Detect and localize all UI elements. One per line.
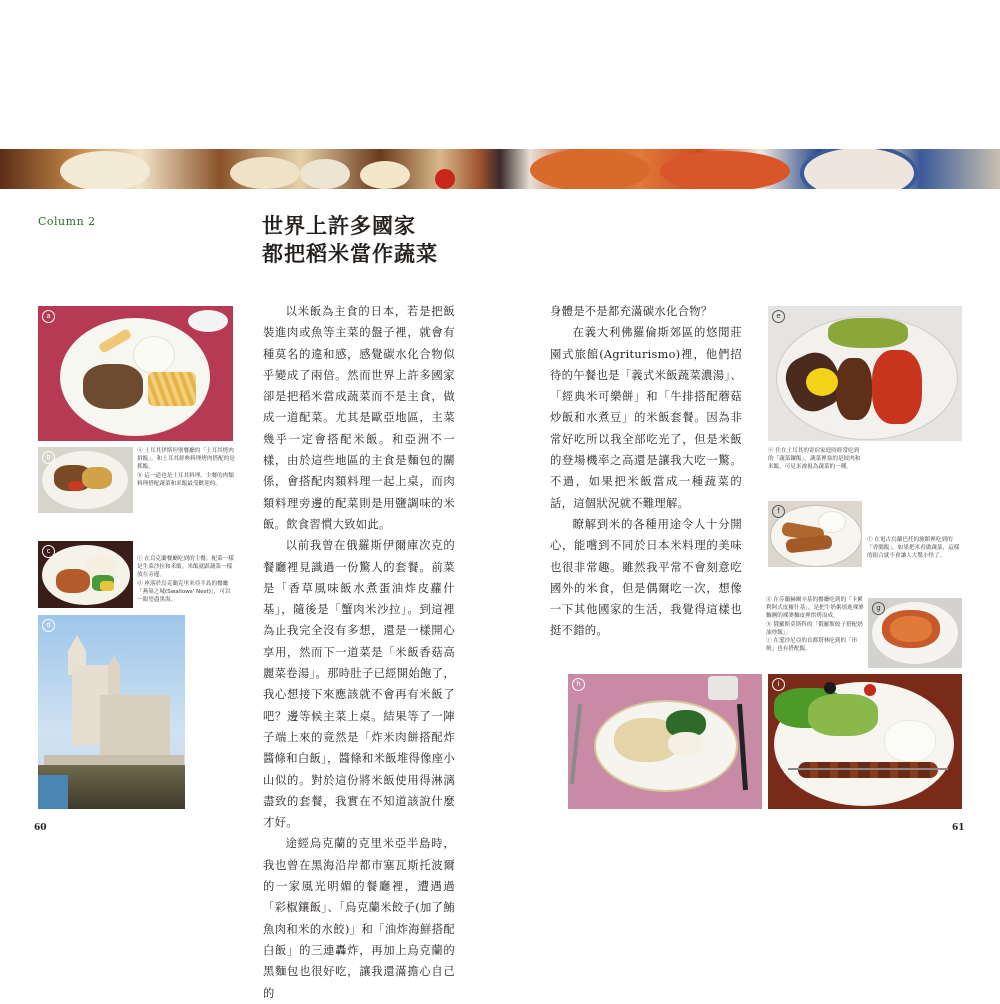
photo-b-turkish-meat-dish [38,447,133,513]
photo-tag-c: c [42,545,55,558]
caption-ghi [766,596,864,653]
left-paragraph-1: 以米飯為主食的日本，若是把飯裝進肉或魚等主菜的盤子裡，就會有種莫名的違和感，感覺碳水化合物似乎變成了兩倍。然而世界上許多國家卻是把稻米當成蔬菜而不是主食，做成一道配菜。尤其是歐亞地區，主菜幾乎一定會搭配米飯。和亞洲不一樣，由於這些地區的主食是麵包的關係，會搭配肉類料理一起上桌，而肉類料理旁邊的配菜則是用鹽調味的米飯。飲食習慣大致如此。 [263,305,455,531]
left-paragraph-3: 途經烏克蘭的克里米亞半島時，我也曾在黑海沿岸都市塞瓦斯托波爾的一家風光明媚的餐廳裡，遭遇過「彩椒鑲飯」、「烏克蘭米餃子(加了鮪魚肉和米的水餃)」和「油炸海鮮搭配白飯」的三連轟炸，再加上烏克蘭的黑麵包也很好吃，讓我還滿擔心自己的 [263,837,455,1000]
caption-h: ⓗ 俄羅斯莫斯科的「俄羅斯餃子搭配奶油炒飯」。 [766,621,863,636]
column-label: Column 2 [38,215,96,228]
photo-g-karelian-pie [868,598,962,668]
caption-c: ⓒ 在烏克蘭餐廳吃到的主餐。配菜一樣是生菜沙拉和米飯。米飯就跟蔬菜一樣放在旁邊。 [137,556,234,579]
caption-f-text: ⓕ 在電古烏蘭巴托的旅館裡吃到的「香腸飯」。如果把米看做蔬菜，這樣的組合就不會讓人大驚小怪了。 [867,537,960,560]
photo-tag-d: d [42,619,55,632]
photo-tag-f: f [772,505,785,518]
photo-c-ukrainian-main [38,541,133,608]
photo-h-russian-dumplings [568,674,762,809]
page-title [262,212,438,268]
caption-f [867,536,963,561]
food-banner-image [0,149,1000,189]
photo-f-sausage-rice [768,501,862,567]
page-number-left: 60 [34,823,47,833]
title-line-1: 世界上許多國家 [262,213,416,238]
page-number-right: 61 [952,823,965,833]
right-body-text [550,301,742,642]
caption-ab [137,447,235,488]
photo-tag-a: a [42,310,55,323]
title-line-2: 都把稻米當作蔬菜 [262,241,438,266]
photo-d-swallows-nest [38,615,185,809]
photo-tag-i: i [772,678,785,691]
photo-i-skewer-rice [768,674,962,809]
caption-b: ⓑ 這一道也是土耳其料理。主餐的肉類料理搭配蔬菜和米飯最受歡迎的。 [137,472,234,487]
caption-e [768,447,864,472]
photo-tag-b: b [42,451,55,464]
photo-a-turkish-kebab-rice [38,306,233,441]
caption-e-text: ⓔ 住在土耳其的寄宿家庭時經常吃到的「蔬菜鑲飯」。蔬菜裡塞的是絞肉和米飯，可見米被視為蔬菜的一種。 [768,448,861,471]
caption-g: ⓖ 在芬蘭赫爾辛基的餐廳吃到的「卡累利阿式皮羅什基」，是把牛奶粥填進裸麥麵團的裸麥麵皮裡烘烤而成。 [766,597,864,620]
photo-tag-h: h [572,678,585,691]
left-body-text [263,301,455,1004]
caption-i: ⓘ 在愛沙尼亞的首都塔林吃到的「串燒」也有搭配飯。 [766,638,858,653]
right-paragraph-2: 在義大利佛羅倫斯郊區的悠閒莊園式旅館(Agriturismo)裡，他們招待的午餐也是「義式米飯蔬菜濃湯」、「經典米可樂餅」和「牛排搭配蘑菇炒飯和水煮豆」的米飯套餐。因為非常好吃所以我全部吃光了，但是米飯的登場機率之高還是讓我大吃一驚。不過，如果把米飯當成一種蔬菜的話，這個狀況就不難理解。 [550,326,742,510]
caption-a: ⓐ 土耳其伊斯坦堡餐廳的「土耳其烤肉拼飯」。和土耳其經典料理烤肉搭配的是抓飯。 [137,448,235,471]
right-paragraph-3: 瞭解到米的各種用途令人十分開心，能嚐到不同於日本米料理的美味也很非常趣。雖然我平常不會刻意吃國外的米食，但是偶爾吃一次，想像一下其他國家的生活，我覺得這樣也挺不錯的。 [550,517,742,638]
photo-tag-e: e [772,310,785,323]
caption-d: ⓓ 座落於烏克蘭克里米亞半島的餐廳「燕巢之城(Swallows' Nest)」，可以一眼望盡黑海。 [137,580,231,604]
left-paragraph-2: 以前我曾在俄羅斯伊爾庫次克的餐廳裡見識過一份驚人的套餐。前菜是「香草風味飯水煮蛋油炸皮蘿什基」，隨後是「蟹肉米沙拉」。到這裡為止我完全沒有多想，還是一樣開心享用，然而下一道菜是「米飯香菇高麗菜卷湯」。那時肚子已經開始飽了，我心想接下來應該就不會再有米飯了吧？邊等候主菜上桌。結果等了一陣子端上來的竟然是「炸米肉餅搭配炸醬條和白飯」，醬條和米飯堆得像座小山似的。對於這份將米飯使用得淋漓盡致的套餐，我實在不知道該說什麼才好。 [263,539,455,830]
photo-tag-g: g [872,602,885,615]
right-paragraph-1: 身體是不是都充滿碳水化合物？ [550,305,713,318]
caption-cd [137,555,235,604]
photo-e-stuffed-vegetables [768,306,962,441]
